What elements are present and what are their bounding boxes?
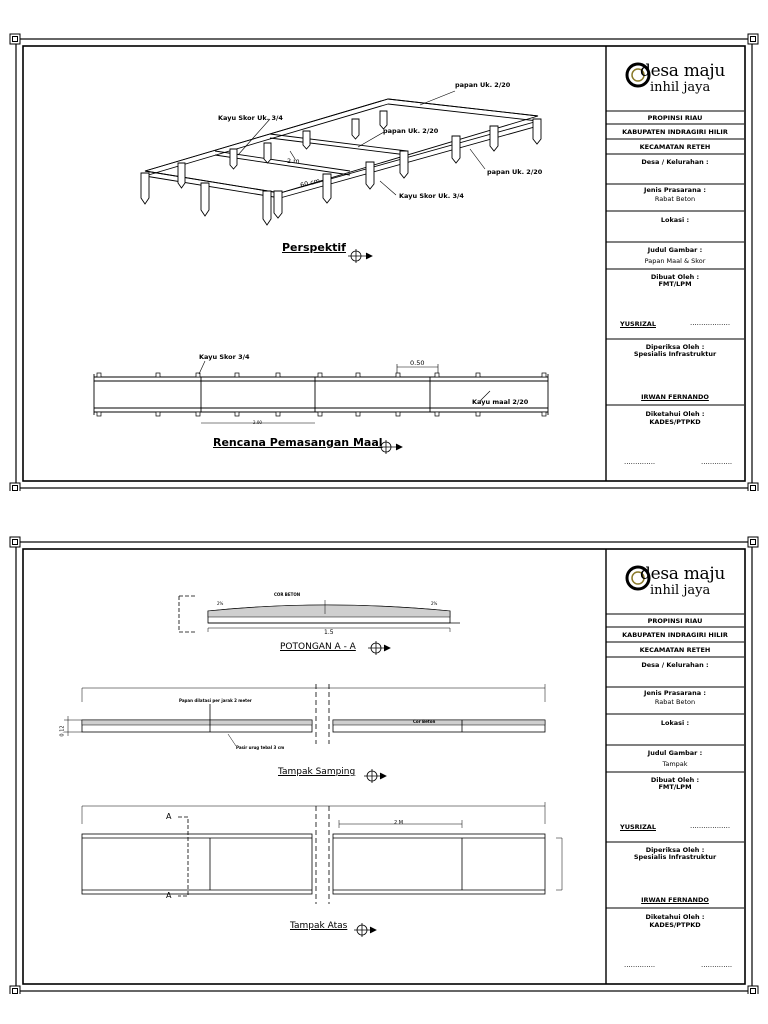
signature-dots-right: ..............	[701, 961, 733, 969]
top-view-drawing	[82, 802, 562, 904]
plan-drawing	[94, 361, 548, 423]
north-symbol	[354, 923, 376, 937]
made-by-name: YUSRIZAL	[620, 823, 656, 831]
plan-dim: 2.00	[253, 420, 262, 425]
perspective-title: Perspektif	[282, 241, 346, 254]
checked-by-value: Spesialis Infrastruktur	[633, 350, 717, 358]
label-papan-top: papan Uk. 2/20	[455, 81, 511, 89]
checked-by-label: Diperiksa Oleh :	[645, 343, 705, 351]
title-block	[606, 31, 744, 491]
side-view-drawing	[64, 684, 545, 746]
plan-label-kayu-maal: Kayu maal 2/20	[472, 398, 529, 406]
regency: KABUPATEN INDRAGIRI HILIR	[622, 128, 728, 136]
made-by-signature: ..................	[690, 319, 731, 327]
made-by-value: FMT/LPM	[658, 783, 692, 791]
label-2m: 2 m	[287, 157, 300, 165]
drawing-title-label: Judul Gambar :	[647, 749, 703, 757]
drawing-sheet-2	[0, 534, 768, 994]
infra-type-value: Rabat Beton	[654, 698, 696, 706]
village-label: Desa / Kelurahan :	[641, 158, 709, 166]
infra-type-label: Jenis Prasarana :	[644, 186, 706, 194]
label-60cm: 60 cm	[299, 176, 321, 190]
label-slope-right: 2%	[431, 601, 438, 606]
label-cor-beton-top: COR BETON	[274, 592, 301, 597]
known-by-value: KADES/PTPKD	[649, 418, 701, 426]
top-view-title: Tampak Atas	[290, 921, 348, 931]
signature-dots-left: ..............	[624, 458, 656, 466]
marker-a-bottom: A	[166, 891, 172, 900]
checked-by-value: Spesialis Infrastruktur	[633, 853, 717, 861]
drawing-title-value: Tampak	[662, 760, 688, 768]
side-view-title: Tampak Samping	[278, 767, 356, 777]
label-papan-dilatasi: Papan dilatasi per jarak 2 meter	[179, 698, 252, 703]
village-label: Desa / Kelurahan :	[641, 661, 709, 669]
section-title: POTONGAN A - A	[280, 642, 356, 652]
label-slope-left: 2%	[217, 601, 224, 606]
known-by-value: KADES/PTPKD	[649, 921, 701, 929]
made-by-signature: ..................	[690, 822, 731, 830]
drawing-title-label: Judul Gambar :	[647, 246, 703, 254]
logo-line-2: inhil jaya	[650, 583, 711, 598]
label-papan-right: papan Uk. 2/20	[487, 168, 543, 176]
regency: KABUPATEN INDRAGIRI HILIR	[622, 631, 728, 639]
perspective-drawing	[141, 91, 541, 225]
location-label: Lokasi :	[660, 216, 690, 224]
location-label: Lokasi :	[660, 719, 690, 727]
label-cor-beton-side: Cor Beton	[413, 719, 436, 724]
label-width: 1.5	[324, 629, 334, 636]
known-by-label: Diketahui Oleh :	[645, 410, 705, 418]
title-block	[606, 534, 744, 994]
plan-label-050: 0.50	[410, 359, 425, 367]
label-pasir-urug: Pasir urug tebal 3 cm	[236, 745, 285, 750]
drawing-title-value: Papan Maal & Skor	[644, 257, 706, 265]
plan-label-kayu-skor: Kayu Skor 3/4	[199, 353, 250, 361]
label-papan-mid: papan Uk. 2/20	[383, 127, 439, 135]
north-symbol	[364, 769, 386, 783]
infra-type-label: Jenis Prasarana :	[644, 689, 706, 697]
plan-title: Rencana Pemasangan Maal	[213, 436, 383, 449]
label-kayu-skor-left: Kayu Skor Uk. 3/4	[218, 114, 283, 122]
north-symbol	[348, 249, 372, 263]
infra-type-value: Rabat Beton	[654, 195, 696, 203]
made-by-name: YUSRIZAL	[620, 320, 656, 328]
known-by-label: Diketahui Oleh :	[645, 913, 705, 921]
logo-line-2: inhil jaya	[650, 80, 711, 95]
logo-line-1: desa maju	[640, 61, 725, 81]
district: KECAMATAN RETEH	[639, 143, 711, 151]
district: KECAMATAN RETEH	[639, 646, 711, 654]
drawing-sheet-1	[0, 31, 768, 491]
north-symbol	[368, 641, 390, 655]
label-2m: 2 M	[394, 820, 404, 826]
checked-by-label: Diperiksa Oleh :	[645, 846, 705, 854]
signature-dots-left: ..............	[624, 961, 656, 969]
made-by-label: Dibuat Oleh :	[650, 273, 700, 281]
logo-line-1: desa maju	[640, 564, 725, 584]
made-by-value: FMT/LPM	[658, 280, 692, 288]
signature-dots-right: ..............	[701, 458, 733, 466]
checked-by-name: IRWAN FERNANDO	[641, 896, 709, 904]
marker-a-top: A	[166, 812, 172, 821]
label-kayu-skor-right: Kayu Skor Uk. 3/4	[399, 192, 464, 200]
province: PROPINSI RIAU	[647, 114, 703, 122]
checked-by-name: IRWAN FERNANDO	[641, 393, 709, 401]
label-thickness: 0.12	[59, 725, 66, 737]
made-by-label: Dibuat Oleh :	[650, 776, 700, 784]
province: PROPINSI RIAU	[647, 617, 703, 625]
